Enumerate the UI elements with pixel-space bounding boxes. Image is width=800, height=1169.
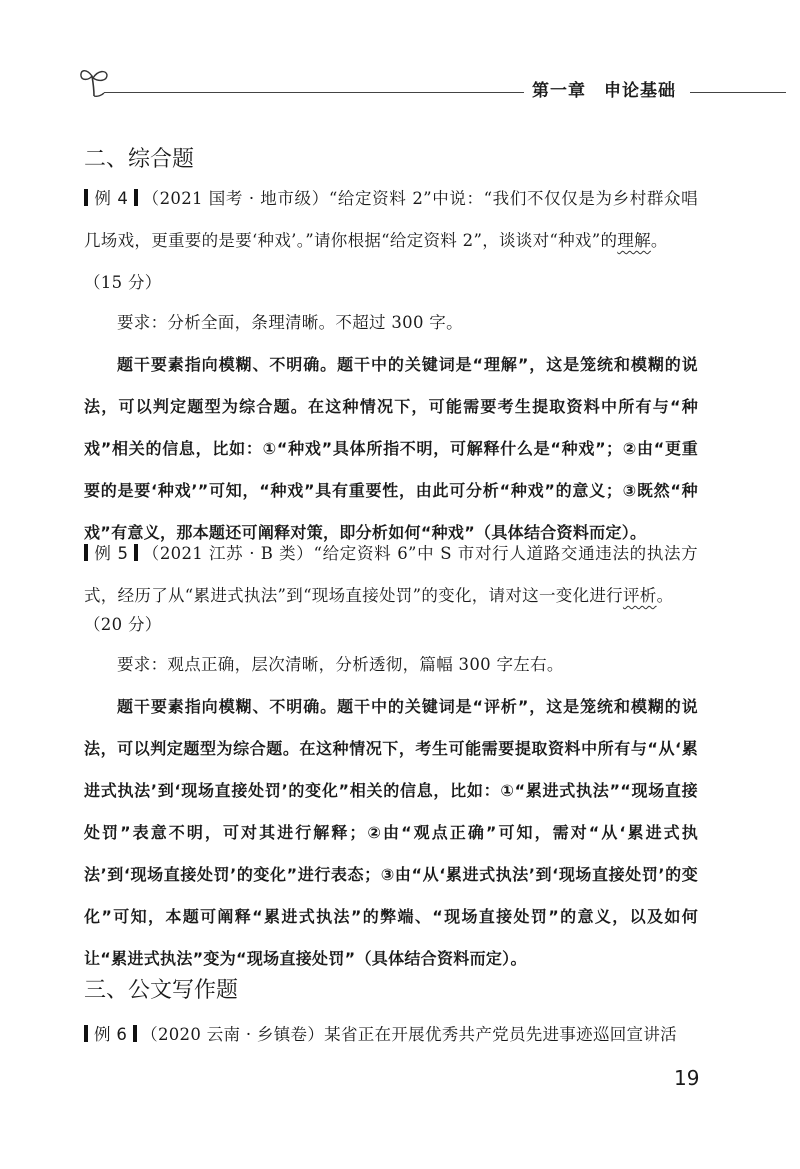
example6-source: （2020 云南 · 乡镇卷）	[141, 1025, 325, 1044]
example4-question-end: 。	[650, 231, 668, 250]
bar-marker-icon	[84, 189, 88, 206]
example4-keyword: 理解	[617, 231, 651, 250]
example5-keyword: 评析	[622, 586, 657, 605]
section-title-official-writing: 三、公文写作题	[84, 978, 239, 1003]
page-header	[0, 0, 800, 110]
bar-marker-icon	[84, 1025, 88, 1042]
example6-label: 例 6	[94, 1025, 128, 1044]
bar-marker-icon	[133, 1025, 137, 1042]
example4-score: （15 分）	[84, 273, 162, 292]
example5-analysis: 题干要素指向模糊、不明确。题干中的关键词是“评析”，这是笼统和模糊的说法，可以判定题型为综合题。在这种情况下，考生可能需要提取资料中所有与“从‘累进式执法’到‘现场直接处罚’的变化”相关的信息，比如：①“累进式执法”“现场直接处罚”表意不明，可对其进行解释；②由“观点正确”可知，需对“从‘累进式执法’到‘现场直接处罚’的变化”进行表态；③由“从‘累进式执法’到‘现场直接处罚’的变化”可知，本题可阐释“累进式执法”的弊端、“现场直接处罚”的意义，以及如何让“累进式执法”变为“现场直接处罚”（具体结合资料而定）。	[84, 697, 698, 968]
example4-label: 例 4	[94, 189, 129, 208]
example4-tag	[84, 189, 142, 208]
example6-question-text: 某省正在开展优秀共产党员先进事迹巡回宣讲活	[324, 1025, 677, 1044]
chapter-heading	[532, 76, 676, 101]
example6-question	[84, 1014, 698, 1056]
example5-question-text: “给定资料 6”中 S 市对行人道路交通违法的执法方式，经历了从“累进式执法”到“现场直接处罚”的变化，请对这一变化进行	[84, 544, 698, 605]
page-number: 19	[674, 1066, 700, 1090]
example6-tag	[84, 1025, 141, 1044]
header-rule-left	[104, 92, 524, 93]
example5-tag	[84, 544, 142, 563]
bar-marker-icon	[134, 189, 138, 206]
example4-source: （2021 国考 · 地市级）	[142, 189, 329, 208]
example4-question	[84, 178, 698, 262]
chapter-title: 申论基础	[604, 81, 676, 101]
section-title-comprehensive: 二、综合题	[84, 147, 195, 172]
example5-label: 例 5	[94, 544, 129, 563]
example5-requirement: 要求：观点正确，层次清晰，分析透彻，篇幅 300 字左右。	[117, 655, 564, 674]
example5-score: （20 分）	[84, 615, 162, 634]
example4-question-text: “给定资料 2”中说：“我们不仅仅是为乡村群众唱几场戏，更重要的是要‘种戏’。”请你根据“给定资料 2”，谈谈对“种戏”的	[84, 189, 698, 250]
example5-question-end: 。	[656, 586, 674, 605]
example4-analysis: 题干要素指向模糊、不明确。题干中的关键词是“理解”，这是笼统和模糊的说法，可以判定题型为综合题。在这种情况下，可能需要考生提取资料中所有与“种戏”相关的信息，比如：①“种戏”具体所指不明，可解释什么是“种戏”；②由“更重要的是要‘种戏’”可知，“种戏”具有重要性，由此可分析“种戏”的意义；③既然“种戏”有意义，那本题还可阐释对策，即分析如何“种戏”（具体结合资料而定）。	[84, 355, 698, 542]
example5-source: （2021 江苏 · B 类）	[142, 544, 314, 563]
chapter-label: 第一章	[532, 81, 586, 101]
header-rule-right	[690, 92, 786, 93]
bar-marker-icon	[84, 544, 88, 561]
bar-marker-icon	[134, 544, 138, 561]
example4-requirement: 要求：分析全面，条理清晰。不超过 300 字。	[117, 313, 463, 332]
